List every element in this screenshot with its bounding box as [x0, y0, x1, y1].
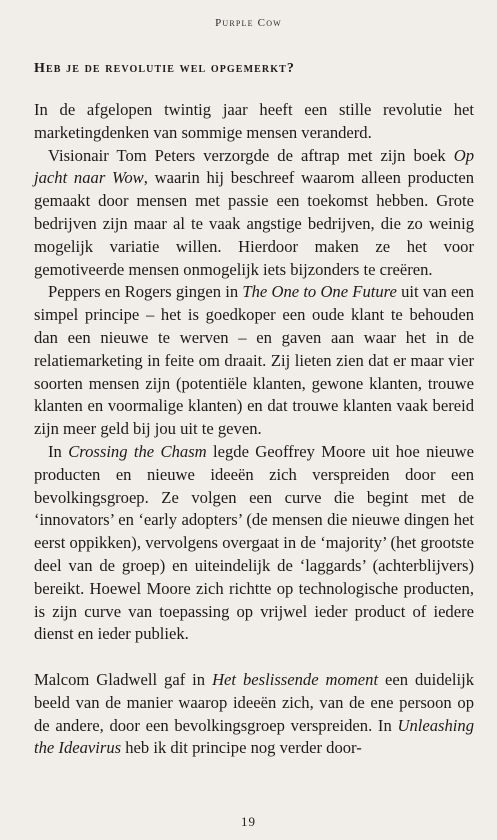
page-number: 19 — [241, 814, 256, 829]
paragraph-4: In Crossing the Chasm legde Geoffrey Moore uit hoe nieuwe producten en nieuwe ideeën zich verspreiden door een bevolkingsgroep. Ze volgen een curve die begint met de ‘innovators’ en ‘early adopters’ (de mensen die nieuwe dingen het eerst oppikken), vervolgens overgaat in de ‘majority’ (het grootste deel van de groep) en uiteindelijk de ‘laggards’ (achterblijvers) bereikt. Hoewel Moore zich richtte op technologische producten, is zijn curve van toepassing op vrijwel ieder product of iedere dienst en ieder publiek. — [34, 441, 474, 644]
book-title-unleashing-the-ideavirus: Unleashing the Ideavirus — [34, 715, 474, 758]
book-title-op-jacht-naar-wow: Op jacht naar Wow — [34, 145, 474, 188]
body-text — [34, 99, 474, 760]
book-title-one-to-one-future: The One to One Future — [242, 282, 397, 302]
paragraph-3: Peppers en Rogers gingen in The One to One Future uit van een simpel principe – het is goedkoper een oude klant te behouden dan een nieuwe te werven – en gaven aan waar het in de relatiemarketing in feite om draait. Zij lieten zien dat er maar vier soorten mensen zijn (potentiële klanten, gewone klanten, trouwe klanten en voormalige klanten) en dat trouwe klanten vaak bereid zijn meer geld bij jou uit te geven. — [34, 282, 475, 439]
section-heading: Heb je de revolutie wel opgemerkt? — [34, 61, 295, 76]
book-title-het-beslissende-moment: Het beslissende moment — [212, 669, 379, 689]
running-head: Purple Cow — [215, 17, 282, 29]
paragraph-5: Malcom Gladwell gaf in Het beslissende moment een duidelijk beeld van de manier waarop ideeën zich, van de ene persoon op de andere, door een bevolkingsgroep verspreiden. In Unleashing the Ideavirus heb ik dit principe nog verder door- — [34, 669, 474, 758]
paragraph-1: In de afgelopen twintig jaar heeft een stille revolutie het marketingdenken van sommige mensen veranderd. — [34, 100, 474, 142]
paragraph-2: Visionair Tom Peters verzorgde de aftrap met zijn boek Op jacht naar Wow, waarin hij beschreef waarom alleen producten gemaakt door mensen met passie een toekomst hebben. Grote bedrijven zijn maar al te vaak angstige bedrijven, die zo weinig mogelijk variatie willen. Hierdoor maken ze het voor gemotiveerde mensen onmogelijk iets bijzonders te creëren. — [34, 145, 474, 279]
book-title-crossing-the-chasm: Crossing the Chasm — [68, 441, 207, 461]
